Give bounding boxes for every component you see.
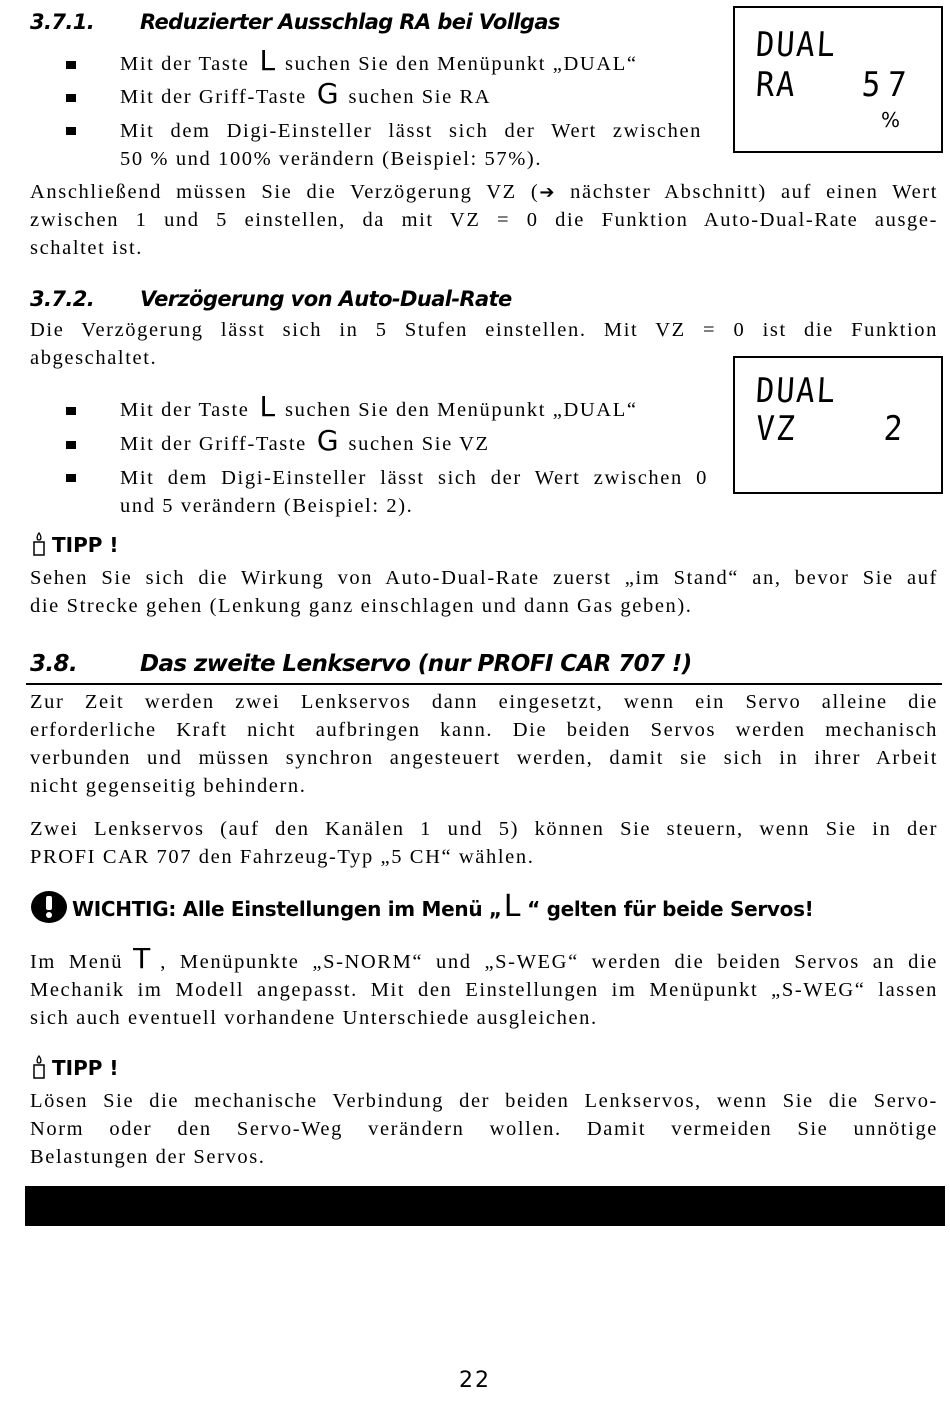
section-title: Verzögerung von Auto-Dual-Rate <box>140 287 512 311</box>
paragraph-line: Zur Zeit werden zwei Lenkservos dann eingesetzt, wenn ein Servo alleine die <box>30 691 938 713</box>
lcd-row2-value: 57 <box>860 65 915 105</box>
text: Anschließend müssen Sie die Verzögerung VZ ( <box>30 181 540 203</box>
list-text: Mit der Griff-Taste <box>120 433 307 455</box>
list-item-continued: 50 % und 100% verändern (Beispiel: 57%). <box>120 148 543 170</box>
list-item <box>120 44 638 78</box>
section-heading-3-7-1 <box>30 10 560 34</box>
important-text: “ gelten für beide Servos! <box>520 897 814 921</box>
list-text: suchen Sie VZ <box>348 433 490 455</box>
list-text: Mit der Taste <box>120 399 250 421</box>
paragraph-line: Mechanik im Modell angepasst. Mit den Einstellungen im Menüpunkt „S-WEG“ lassen <box>30 979 938 1001</box>
paragraph-line: verbunden und müssen synchron angesteuert werden, damit sie sich in ihrer Arbeit <box>30 747 938 769</box>
key-t-icon: T <box>133 942 151 975</box>
key-g-icon: G <box>316 77 339 110</box>
important-text: WICHTIG: Alle Einstellungen im Menü „ <box>72 897 502 921</box>
paragraph-line: sich auch eventuell vorhandene Unterschiede ausgleichen. <box>30 1007 598 1029</box>
list-item: Mit dem Digi-Einsteller lässt sich der Wert zwischen <box>120 120 702 142</box>
lcd-row1: DUAL <box>754 25 839 65</box>
text: nächster Abschnitt) auf einen Wert <box>556 181 938 203</box>
page-number: 22 <box>459 1368 491 1393</box>
key-g-icon: G <box>316 424 339 457</box>
list-item <box>120 390 638 424</box>
text: Im Menü <box>30 951 124 973</box>
tip-label: TIPP ! <box>52 1056 119 1080</box>
paragraph-line: schaltet ist. <box>30 237 144 259</box>
paragraph-line <box>30 178 938 207</box>
tip-label: TIPP ! <box>52 533 119 557</box>
paragraph-line: PROFI CAR 707 den Fahrzeug-Typ „5 CH“ wählen. <box>30 846 535 868</box>
section-heading-3-8 <box>30 651 692 677</box>
key-l-icon: L <box>259 390 276 423</box>
section-heading-3-7-2 <box>30 287 512 311</box>
list-item <box>120 424 490 458</box>
section-number: 3.8. <box>30 651 78 677</box>
key-l-icon: L <box>503 889 521 924</box>
candle-icon <box>30 532 48 556</box>
important-notice <box>30 890 814 924</box>
bullet-icon <box>66 474 76 482</box>
bullet-icon <box>66 441 76 449</box>
section-number: 3.7.2. <box>30 287 95 311</box>
list-text: Mit der Taste <box>120 53 250 75</box>
list-item: Mit dem Digi-Einsteller lässt sich der Wert zwischen 0 <box>120 467 708 489</box>
bullet-icon <box>66 407 76 415</box>
paragraph-line: erforderliche Kraft nicht aufbringen kann. Die beiden Servos werden mechanisch <box>30 719 938 741</box>
text: , Menüpunkte „S-NORM“ und „S-WEG“ werden die beiden Servos an die <box>160 951 938 973</box>
bullet-icon <box>66 61 76 69</box>
section-divider <box>26 683 942 685</box>
section-title: Das zweite Lenkservo (nur PROFI CAR 707 !) <box>140 651 692 677</box>
paragraph-line: nicht gegenseitig behindern. <box>30 775 307 797</box>
candle-icon <box>30 1055 48 1079</box>
paragraph-line: Die Verzögerung lässt sich in 5 Stufen einstellen. Mit VZ = 0 ist die Funktion <box>30 319 938 341</box>
lcd-unit: % <box>881 108 901 132</box>
paragraph-line: Lösen Sie die mechanische Verbindung der beiden Lenkservos, wenn Sie die Servo- <box>30 1090 938 1112</box>
list-text: Mit der Griff-Taste <box>120 86 307 108</box>
footer-bar <box>25 1186 945 1226</box>
paragraph-line: Norm oder den Servo-Weg verändern wollen. Damit vermeiden Sie unnötige <box>30 1118 938 1140</box>
paragraph-line <box>30 942 938 976</box>
paragraph-line: abgeschaltet. <box>30 347 158 369</box>
list-item-continued: und 5 verändern (Beispiel: 2). <box>120 495 414 517</box>
tip-callout <box>30 1055 118 1080</box>
lcd-display-dual-ra <box>733 6 943 153</box>
list-text: suchen Sie den Menüpunkt „DUAL“ <box>285 399 638 421</box>
bullet-icon <box>66 94 76 102</box>
lcd-row2-label: RA <box>754 65 798 105</box>
lcd-row2-label: VZ <box>754 409 798 449</box>
paragraph-line: Belastungen der Servos. <box>30 1146 266 1168</box>
lcd-row1: DUAL <box>754 371 839 411</box>
section-title: Reduzierter Ausschlag RA bei Vollgas <box>140 10 560 34</box>
arrow-right-icon: ➔ <box>539 182 556 203</box>
list-text: suchen Sie den Menüpunkt „DUAL“ <box>285 53 638 75</box>
lcd-row2-value: 2 <box>882 409 906 449</box>
exclamation-icon <box>30 890 68 924</box>
list-item <box>120 77 492 111</box>
bullet-icon <box>66 127 76 135</box>
list-text: suchen Sie RA <box>348 86 492 108</box>
paragraph-line: Sehen Sie sich die Wirkung von Auto-Dual-Rate zuerst „im Stand“ an, bevor Sie auf <box>30 567 938 589</box>
paragraph-line: Zwei Lenkservos (auf den Kanälen 1 und 5) können Sie steuern, wenn Sie in der <box>30 818 938 840</box>
key-l-icon: L <box>259 44 276 77</box>
tip-callout <box>30 532 118 557</box>
lcd-display-dual-vz <box>733 356 943 494</box>
paragraph-line: die Strecke gehen (Lenkung ganz einschlagen und dann Gas geben). <box>30 595 693 617</box>
section-number: 3.7.1. <box>30 10 95 34</box>
paragraph-line: zwischen 1 und 5 einstellen, da mit VZ = 0 die Funktion Auto-Dual-Rate ausge- <box>30 209 938 231</box>
